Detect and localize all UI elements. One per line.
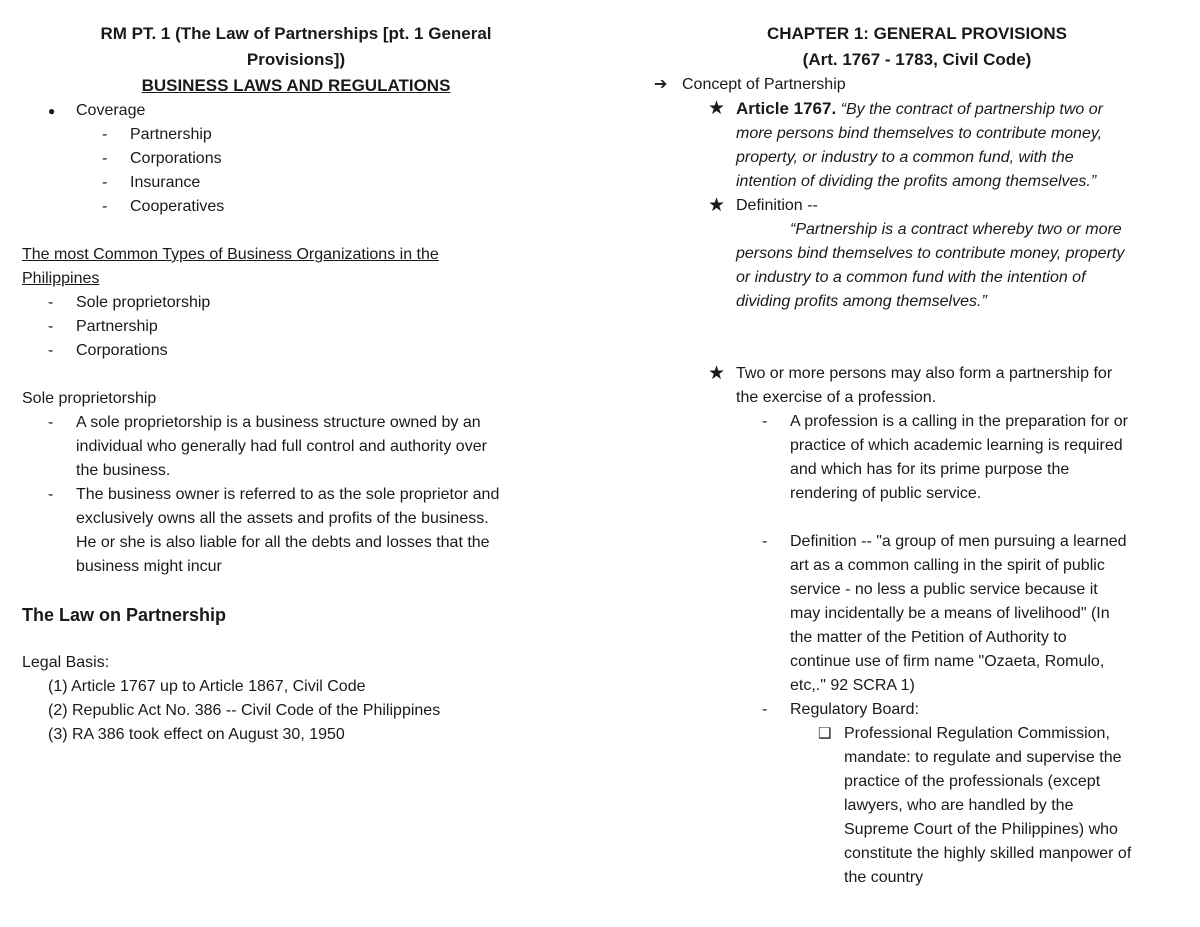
list-item (652, 698, 1182, 722)
list-item-text: Corporations (130, 150, 222, 167)
text-line: constitute the highly skilled manpower of (844, 845, 1132, 862)
list-item-text: Partnership (76, 318, 158, 335)
list-item (22, 483, 570, 579)
definition-text: persons bind themselves to contribute money, property (736, 245, 1125, 262)
text-line: the matter of the Petition of Authority to (790, 629, 1067, 646)
article-text: “By the contract of partnership two or (836, 101, 1103, 118)
chapter-title-line-1: CHAPTER 1: GENERAL PROVISIONS (766, 24, 1068, 43)
title-line-2: Provisions]) (246, 50, 346, 69)
star-icon: ★ (708, 363, 726, 384)
definition-text: “Partnership is a contract whereby two or more (790, 221, 1122, 238)
article-item (652, 97, 1182, 194)
definition-text: or industry to a common fund with the intention of (736, 269, 1086, 286)
dash-icon: - (762, 533, 768, 550)
list-item (652, 530, 1182, 698)
section-subtitle: BUSINESS LAWS AND REGULATIONS (141, 76, 451, 95)
list-item (22, 195, 570, 219)
text-line: and which has for its prime purpose the (790, 461, 1070, 478)
text-line: rendering of public service. (790, 485, 982, 502)
article-label: Article 1767. (736, 99, 837, 118)
list-item (652, 410, 1182, 506)
law-heading: The Law on Partnership (22, 605, 227, 625)
star-icon: ★ (708, 195, 726, 216)
coverage-label: Coverage (76, 102, 146, 119)
list-item (22, 315, 570, 339)
regulatory-board-label: Regulatory Board: (790, 701, 919, 718)
text-line: The business owner is referred to as the sole proprietor and (76, 486, 500, 503)
dash-icon: - (102, 150, 108, 167)
bullet-icon: ● (48, 104, 56, 118)
checkbox-icon: ❑ (818, 725, 832, 742)
chapter-title (652, 21, 1182, 73)
right-column (652, 21, 1182, 890)
common-types-heading: The most Common Types of Business Organizations in the (22, 246, 439, 263)
arrow-icon: ➔ (654, 76, 668, 93)
legal-basis-item: (2) Republic Act No. 386 -- Civil Code of the Philippines (48, 702, 441, 719)
coverage-list (22, 99, 570, 219)
article-text: more persons bind themselves to contribute money, (736, 125, 1103, 142)
chapter-title-line-2: (Art. 1767 - 1783, Civil Code) (802, 50, 1032, 69)
legal-basis-section (22, 651, 570, 747)
text-line: mandate: to regulate and supervise the (844, 749, 1122, 766)
definition-label: Definition -- (736, 197, 818, 214)
text-line: lawyers, who are handled by the (844, 797, 1074, 814)
legal-basis-item: (1) Article 1767 up to Article 1867, Civil Code (48, 678, 366, 695)
definition-text: dividing profits among themselves.” (736, 293, 987, 310)
text-line: Definition -- "a group of men pursuing a learned (790, 533, 1127, 550)
text-line: He or she is also liable for all the debts and losses that the (76, 534, 490, 551)
board-item (652, 722, 1182, 890)
text-line: may incidentally be a means of livelihood" (In (790, 605, 1110, 622)
list-item (22, 291, 570, 315)
text-line: individual who generally had full control and authority over (76, 438, 487, 455)
list-item-text: Sole proprietorship (76, 294, 211, 311)
text-line: continue use of firm name "Ozaeta, Romulo, (790, 653, 1105, 670)
list-item-text: Corporations (76, 342, 168, 359)
concept-label: Concept of Partnership (682, 76, 846, 93)
text-line: etc,." 92 SCRA 1) (790, 677, 915, 694)
text-line: art as a common calling in the spirit of public (790, 557, 1105, 574)
profession-text: Two or more persons may also form a partnership for (736, 365, 1113, 382)
legal-basis-item: (3) RA 386 took effect on August 30, 1950 (48, 726, 345, 743)
profession-item (652, 362, 1182, 410)
article-text: intention of dividing the profits among themselves.” (736, 173, 1097, 190)
list-item-text: Insurance (130, 174, 201, 191)
dash-icon: - (48, 342, 54, 359)
list-item (22, 411, 570, 483)
document-title (22, 21, 570, 73)
dash-icon: - (48, 318, 54, 335)
text-line: practice of which academic learning is required (790, 437, 1123, 454)
concept-item (652, 73, 1182, 97)
dash-icon: - (762, 413, 768, 430)
text-line: A profession is a calling in the preparation for or (790, 413, 1128, 430)
left-column (22, 21, 570, 747)
coverage-item (22, 99, 570, 123)
text-line: Professional Regulation Commission, (844, 725, 1110, 742)
dash-icon: - (48, 486, 54, 503)
dash-icon: - (48, 414, 54, 431)
text-line: service - no less a public service because it (790, 581, 1098, 598)
title-line-1: RM PT. 1 (The Law of Partnerships [pt. 1 General (100, 24, 492, 43)
sole-heading: Sole proprietorship (22, 390, 157, 407)
list-item-text: Partnership (130, 126, 212, 143)
list-item (22, 171, 570, 195)
sole-proprietorship-section (22, 387, 570, 579)
list-item (22, 339, 570, 363)
star-icon: ★ (708, 98, 726, 119)
common-types-section (22, 243, 570, 363)
list-item (22, 123, 570, 147)
text-line: the country (844, 869, 924, 886)
common-types-heading-2: Philippines (22, 270, 100, 287)
text-line: Supreme Court of the Philippines) who (844, 821, 1118, 838)
article-text: property, or industry to a common fund, with the (736, 149, 1074, 166)
list-item-text: Cooperatives (130, 198, 225, 215)
dash-icon: - (48, 294, 54, 311)
definition-item (652, 194, 1182, 314)
dash-icon: - (762, 701, 768, 718)
text-line: the business. (76, 462, 171, 479)
text-line: business might incur (76, 558, 222, 575)
text-line: A sole proprietorship is a business structure owned by an (76, 414, 481, 431)
dash-icon: - (102, 174, 108, 191)
profession-text: the exercise of a profession. (736, 389, 937, 406)
text-line: practice of the professionals (except (844, 773, 1101, 790)
dash-icon: - (102, 126, 108, 143)
text-line: exclusively owns all the assets and profits of the business. (76, 510, 489, 527)
dash-icon: - (102, 198, 108, 215)
legal-basis-label: Legal Basis: (22, 654, 110, 671)
list-item (22, 147, 570, 171)
